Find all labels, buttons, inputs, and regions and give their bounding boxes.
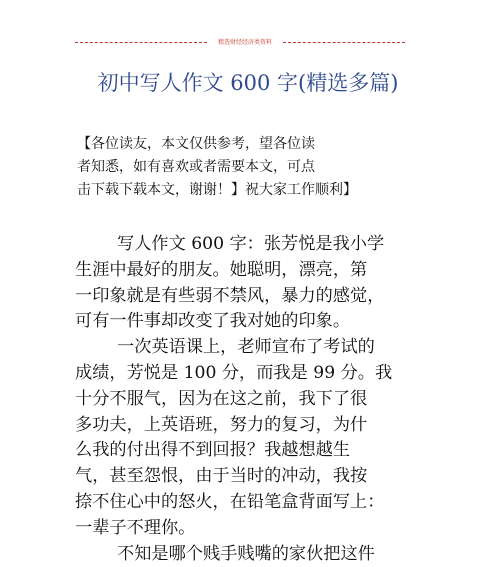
paragraph-line: 一次英语课上，老师宣布了考试的 xyxy=(117,337,375,358)
paragraph-line: 捺不住心中的怒火，在铅笔盒背面写上： xyxy=(75,491,385,512)
paragraph-line: 写人作文 600 字：张芳悦是我小学 xyxy=(117,234,385,254)
notice-line: 【各位读友，本文仅供参考，望各位读 xyxy=(77,136,315,152)
download-notice xyxy=(77,133,417,202)
header-divider-right xyxy=(283,42,405,43)
paragraph-line: 十分不服气，因为在这之前，我下了很 xyxy=(75,388,368,409)
paragraph-line: 可有一件事却改变了我对她的印象。 xyxy=(75,311,351,332)
paragraph-line: 气，甚至怨恨，由于当时的冲动，我按 xyxy=(75,466,368,487)
essay-body xyxy=(75,232,425,567)
paragraph-line: 么我的付出得不到回报？我越想越生 xyxy=(75,440,351,461)
paragraph-line: 多功夫，上英语班，努力的复习，为什 xyxy=(75,414,368,435)
paragraph-line: 生涯中最好的朋友。她聪明，漂亮，第 xyxy=(75,259,368,280)
notice-line: 击下载下载本文，谢谢！】祝大家工作顺利】 xyxy=(77,182,357,198)
paragraph-line: 成绩，芳悦是 100 分，而我是 99 分。我 xyxy=(75,362,393,383)
header-label: 精选财经经济类资料 xyxy=(217,39,272,46)
header-rule xyxy=(75,38,405,48)
header-divider-left xyxy=(75,42,207,43)
document-title: 初中写人作文 600 字(精选多篇) xyxy=(97,71,399,95)
notice-line: 者知悉，如有喜欢或者需要本文，可点 xyxy=(77,159,315,175)
paragraph-line: 不知是哪个贱手贱嘴的家伙把这件 xyxy=(117,543,375,564)
paragraph-line: 一辈子不理你。 xyxy=(75,517,196,538)
paragraph-line: 一印象就是有些弱不禁风，暴力的感觉， xyxy=(75,285,385,306)
